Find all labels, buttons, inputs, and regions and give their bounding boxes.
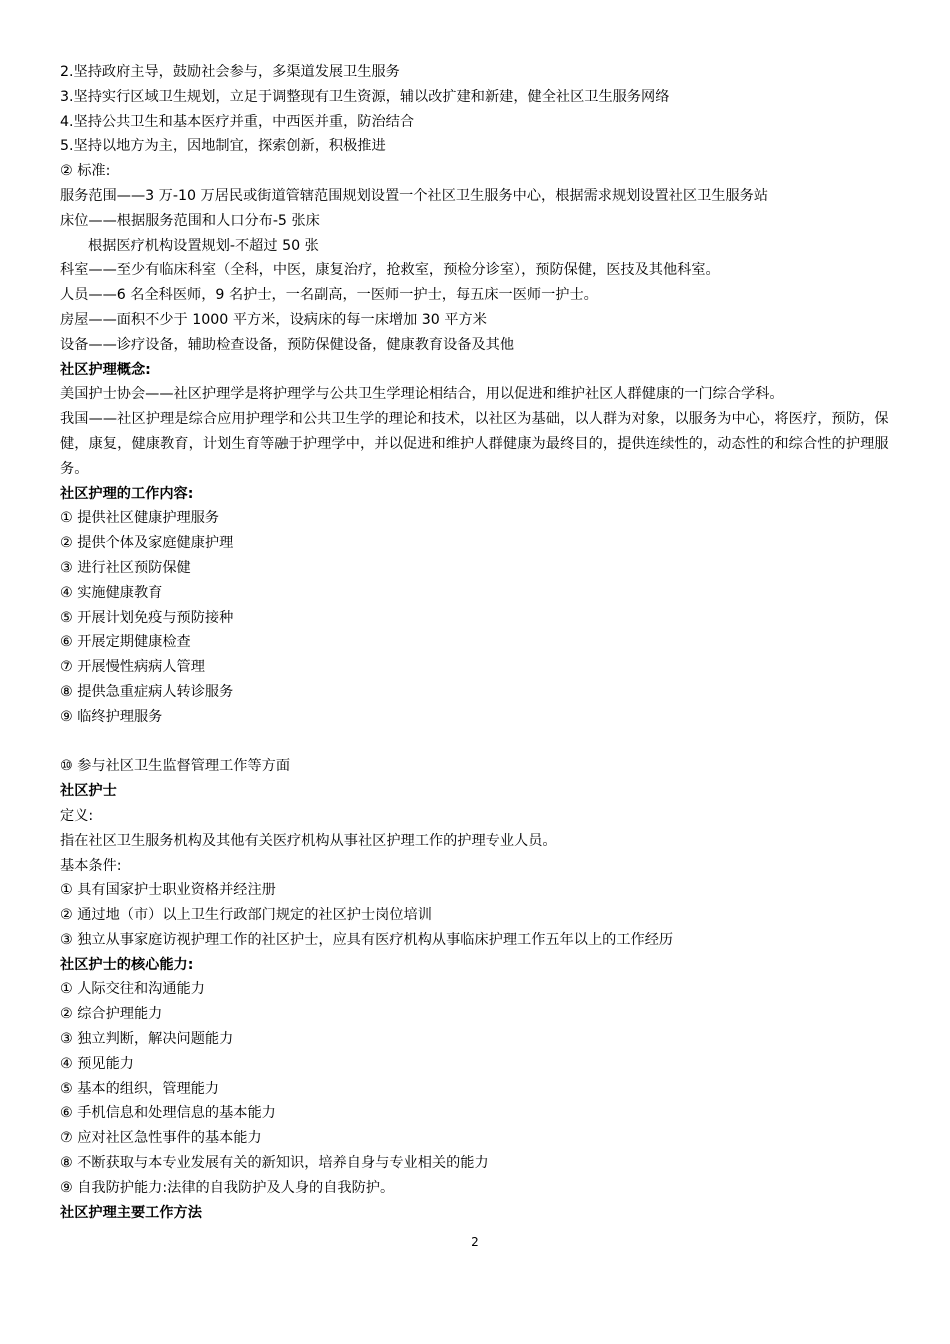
- ability-item-1: ① 人际交往和沟通能力: [60, 981, 205, 998]
- page-number: 2: [471, 1235, 479, 1249]
- standard-staff: 人员——6 名全科医师，9 名护士，一名副高，一医师一护士，每五床一医师一护士。: [60, 287, 598, 304]
- ability-item-4: ④ 预见能力: [60, 1055, 134, 1072]
- standard-service-range: 服务范围——3 万-10 万居民或街道管辖范围规划设置一个社区卫生服务中心，根据需求规划设置社区卫生服务站: [60, 187, 769, 204]
- section-heading-core-abilities: 社区护士的核心能力:: [60, 956, 194, 973]
- work-item-2: ② 提供个体及家庭健康护理: [60, 535, 234, 552]
- work-item-3: ③ 进行社区预防保健: [60, 559, 191, 576]
- ability-item-6: ⑥ 手机信息和处理信息的基本能力: [60, 1105, 276, 1122]
- requirements-label: 基本条件:: [60, 857, 122, 874]
- standard-departments: 科室——至少有临床科室（全科，中医，康复治疗，抢救室，预检分诊室），预防保健，医技及其他科室。: [60, 262, 720, 279]
- section-heading-community-nurse: 社区护士: [60, 783, 117, 800]
- requirement-item-3: ③ 独立从事家庭访视护理工作的社区护士，应具有医疗机构从事临床护理工作五年以上的工作经历: [60, 931, 674, 948]
- standard-equipment: 设备——诊疗设备，辅助检查设备，预防保健设备，健康教育设备及其他: [60, 336, 515, 353]
- ability-item-9: ⑨ 自我防护能力:法律的自我防护及人身的自我防护。: [60, 1179, 395, 1196]
- work-item-8: ⑧ 提供急重症病人转诊服务: [60, 683, 234, 700]
- work-item-5: ⑤ 开展计划免疫与预防接种: [60, 609, 234, 626]
- definition-text: 指在社区卫生服务机构及其他有关医疗机构从事社区护理工作的护理专业人员。: [60, 832, 557, 849]
- principle-5: 5.坚持以地方为主，因地制宜，探索创新，积极推进: [60, 138, 386, 155]
- principle-2: 2.坚持政府主导，鼓励社会参与，多渠道发展卫生服务: [60, 64, 400, 80]
- ability-item-5: ⑤ 基本的组织，管理能力: [60, 1080, 220, 1097]
- work-item-7: ⑦ 开展慢性病病人管理: [60, 659, 205, 676]
- ability-item-2: ② 综合护理能力: [60, 1006, 163, 1023]
- work-item-1: ① 提供社区健康护理服务: [60, 510, 220, 527]
- section-heading-concept: 社区护理概念:: [60, 361, 151, 378]
- section-heading-work-content: 社区护理的工作内容:: [60, 485, 194, 502]
- requirement-item-1: ① 具有国家护士职业资格并经注册: [60, 882, 276, 899]
- standard-building: 房屋——面积不少于 1000 平方米，设病床的每一床增加 30 平方米: [60, 311, 487, 328]
- ability-item-3: ③ 独立判断，解决问题能力: [60, 1031, 234, 1048]
- ability-item-7: ⑦ 应对社区急性事件的基本能力: [60, 1130, 262, 1147]
- principle-3: 3.坚持实行区域卫生规划，立足于调整现有卫生资源，辅以改扩建和新建，健全社区卫生服务网络: [60, 88, 670, 105]
- concept-usa: 美国护士协会——社区护理学是将护理学与公共卫生学理论相结合，用以促进和维护社区人群健康的一门综合学科。: [60, 386, 784, 403]
- definition-label: 定义:: [60, 807, 94, 824]
- blank-line: [60, 730, 910, 755]
- standard-beds: 床位——根据服务范围和人口分布-5 张床: [60, 212, 320, 229]
- work-item-9: ⑨ 临终护理服务: [60, 708, 163, 725]
- standard-heading: ② 标准:: [60, 163, 111, 180]
- work-item-10: ⑩ 参与社区卫生监督管理工作等方面: [60, 758, 291, 775]
- work-item-6: ⑥ 开展定期健康检查: [60, 634, 191, 651]
- document-page: [60, 60, 910, 1225]
- principle-4: 4.坚持公共卫生和基本医疗并重，中西医并重，防治结合: [60, 113, 415, 130]
- work-item-4: ④ 实施健康教育: [60, 584, 163, 601]
- section-heading-work-methods: 社区护理主要工作方法: [60, 1204, 202, 1221]
- requirement-item-2: ② 通过地（市）以上卫生行政部门规定的社区护士岗位培训: [60, 907, 432, 924]
- ability-item-8: ⑧ 不断获取与本专业发展有关的新知识，培养自身与专业相关的能力: [60, 1155, 489, 1172]
- concept-china: 我国——社区护理是综合应用护理学和公共卫生学的理论和技术，以社区为基础，以人群为对象，以服务为中心，将医疗，预防，保健，康复，健康教育，计划生育等融于护理学中，并以促进和维护人群健康为最终目的，提供连续性的，动态性的和综合性的护理服务。: [60, 411, 889, 477]
- standard-beds-limit: 根据医疗机构设置规划-不超过 50 张: [88, 237, 319, 254]
